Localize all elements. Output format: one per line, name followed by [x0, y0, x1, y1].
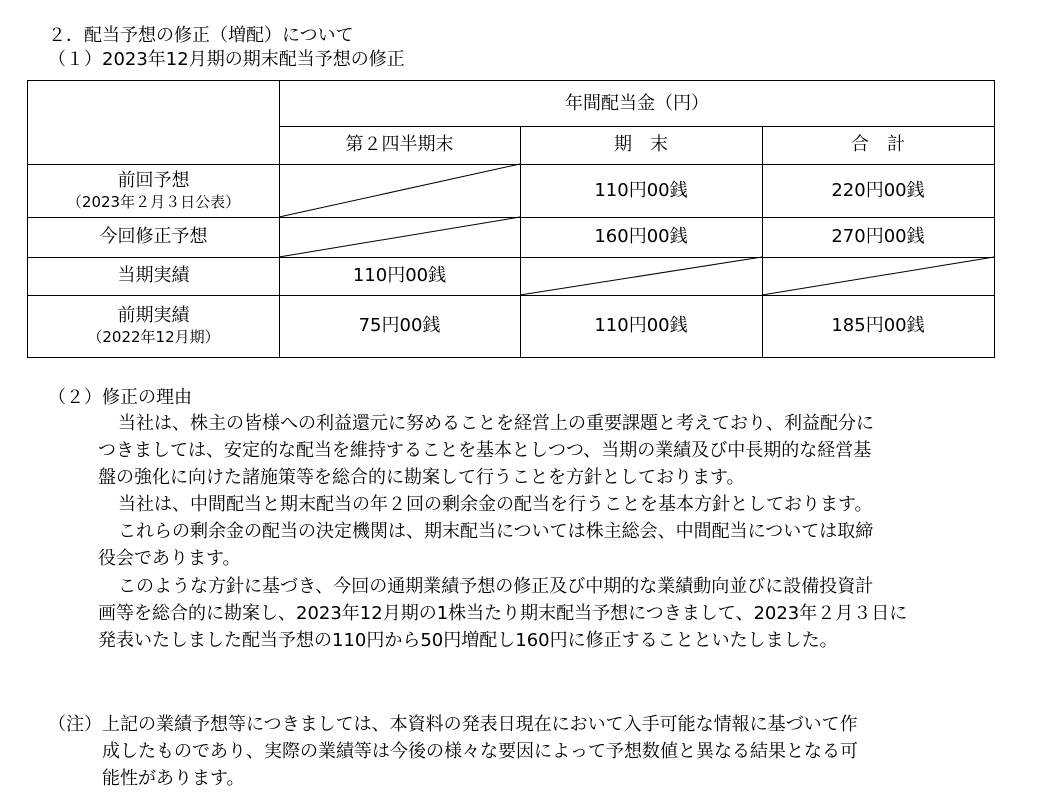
note-line: 能性があります。: [102, 768, 245, 789]
note-marker: （注）: [48, 714, 102, 735]
dividend-table: [27, 80, 995, 358]
reason-paragraph-line: 当社は、株主の皆様への利益還元に努めることを経営上の重要課題と考えており、利益配分に: [118, 413, 874, 434]
table-cell-value: 75円00銭: [358, 315, 441, 336]
reason-paragraph-line: 役会であります。: [98, 548, 241, 569]
reason-paragraph-line: このような方針に基づき、今回の通期業績予想の修正及び中期的な業績動向並びに設備投資計: [118, 576, 874, 597]
empty-cell-diagonal: [762, 257, 994, 295]
column-header-label: 合 計: [851, 134, 905, 155]
group-header-label: 年間配当金（円）: [565, 92, 709, 114]
table-cell-value: 220円00銭: [831, 179, 925, 201]
table-cell: [762, 295, 994, 357]
table-cell: [520, 217, 762, 257]
table-cell: [762, 217, 994, 257]
column-header-label: 第２四半期末: [345, 134, 454, 155]
subsection-title-reason: （２）修正の理由: [48, 387, 192, 408]
table-cell-value: 270円00銭: [831, 226, 925, 247]
table-cell-value: 160円00銭: [594, 226, 688, 247]
section-title: ２．配当予想の修正（増配）について: [48, 25, 354, 46]
row-label-text: 今回修正予想: [99, 226, 208, 247]
row-sublabel: （2022年12月期）: [87, 328, 220, 346]
column-header: [279, 126, 520, 164]
table-cell: [520, 295, 762, 357]
empty-cell-diagonal: [279, 164, 520, 217]
note-line: 上記の業績予想等につきましては、本資料の発表日現在において入手可能な情報に基づいて作: [102, 714, 858, 735]
reason-paragraph-line: 当社は、中間配当と期末配当の年２回の剰余金の配当を行うことを基本方針としております。: [118, 494, 873, 515]
row-label: [28, 217, 279, 257]
row-sublabel: （2023年２月３日公表）: [66, 192, 241, 211]
reason-paragraph-line: これらの剰余金の配当の決定機関は、期末配当については株主総会、中間配当については取締: [118, 521, 874, 542]
reason-paragraph-line: つきましては、安定的な配当を維持することを基本としつつ、当期の業績及び中長期的な経営基: [98, 440, 872, 461]
table-cell-value: 185円00銭: [831, 315, 925, 336]
empty-cell-diagonal: [279, 217, 520, 257]
note-line: 成したものであり、実際の業績等は今後の様々な要因によって予想数値と異なる結果となる可: [102, 741, 858, 762]
column-header-label: 期 末: [614, 134, 668, 155]
reason-paragraph-line: 画等を総合的に勘案し、2023年12月期の1株当たり期末配当予想につきまして、2023年２月３日に: [98, 603, 908, 624]
table-cell-value: 110円00銭: [594, 179, 688, 201]
table-cell-value: 110円00銭: [352, 265, 447, 286]
column-header: [520, 126, 762, 164]
subsection-title-forecast-revision: （１）2023年12月期の期末配当予想の修正: [48, 49, 405, 70]
reason-paragraph-line: 発表いたしました配当予想の110円から50円増配し160円に修正することといたしました。: [98, 630, 838, 651]
group-header: [279, 81, 995, 126]
table-cell: [279, 257, 520, 295]
table-cell: [520, 164, 762, 217]
empty-cell-diagonal: [520, 257, 762, 295]
row-label-text: 前回予想: [117, 169, 190, 191]
row-label: [28, 164, 279, 217]
row-label: [28, 295, 279, 357]
column-header: [762, 126, 994, 164]
table-cell: [762, 164, 994, 217]
reason-paragraph-line: 盤の強化に向けた諸施策等を総合的に勘案して行うことを方針としております。: [98, 467, 745, 488]
table-cell: [279, 295, 520, 357]
table-cell-value: 110円00銭: [594, 315, 688, 336]
row-label-text: 前期実績: [117, 305, 190, 326]
row-label: [28, 257, 279, 295]
row-label-text: 当期実績: [117, 265, 190, 286]
